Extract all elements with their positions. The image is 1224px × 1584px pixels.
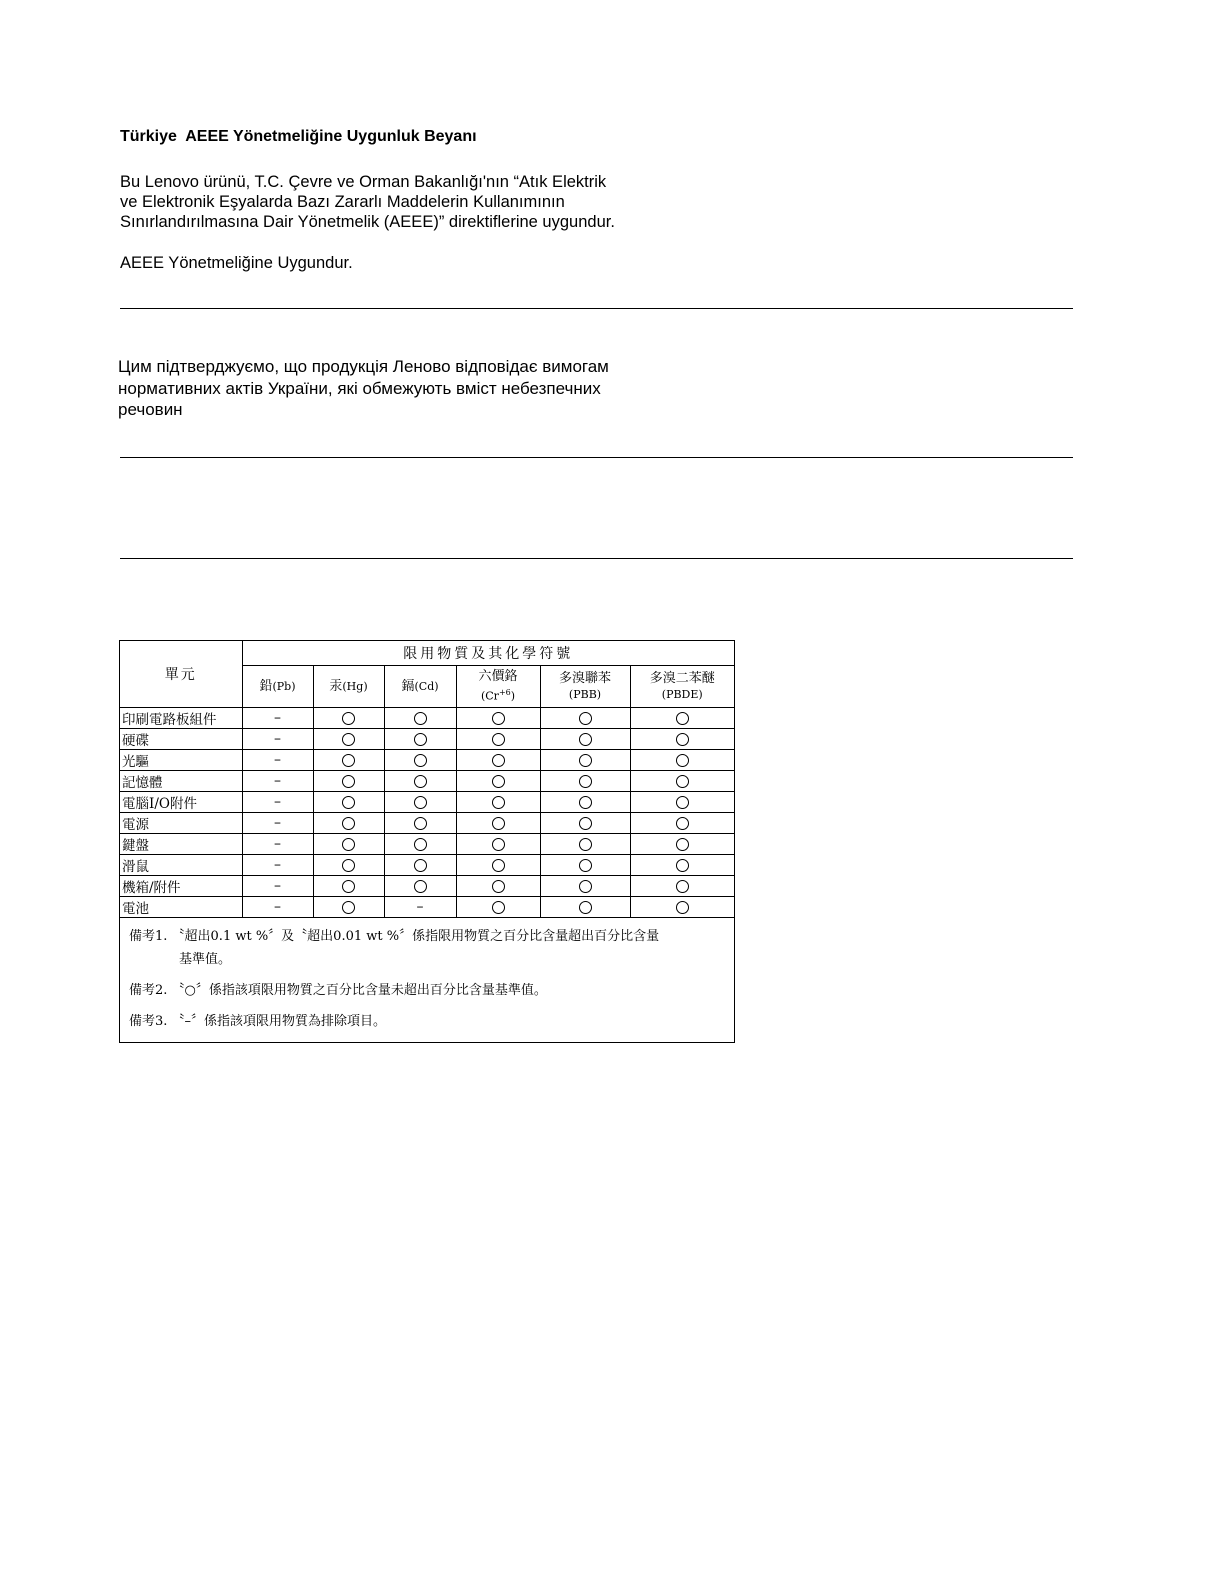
- compliant-mark: [630, 729, 734, 750]
- ukraine-declaration-line: нормативних актів України, які обмежують вміст небезпечних: [118, 378, 601, 398]
- component-name: 印刷電路板組件: [120, 708, 242, 729]
- circle-icon: [579, 817, 592, 830]
- circle-icon: [676, 880, 689, 893]
- compliant-mark: [313, 708, 384, 729]
- unit-column-header: 單元: [120, 641, 242, 708]
- compliant-mark: [384, 855, 456, 876]
- exempt-mark: [242, 876, 313, 897]
- exempt-mark: [242, 813, 313, 834]
- substance-symbol: (Pb): [272, 679, 296, 693]
- table-row: [120, 897, 734, 918]
- circle-icon: [342, 754, 355, 767]
- exempt-mark: [242, 750, 313, 771]
- compliant-mark: [384, 750, 456, 771]
- compliant-mark: [313, 792, 384, 813]
- compliant-mark: [456, 855, 540, 876]
- table-row: [120, 708, 734, 729]
- component-name: 電池: [120, 897, 242, 918]
- compliant-mark: [540, 729, 630, 750]
- circle-icon: [414, 733, 427, 746]
- note-1: 備考1. 〝超出0.1 wt %〞及〝超出0.01 wt %〞係指限用物質之百分比含量超出百分比含量: [129, 929, 660, 944]
- circle-icon: [676, 838, 689, 851]
- circle-icon: [342, 880, 355, 893]
- substances-grid: [120, 641, 734, 918]
- table-row: [120, 855, 734, 876]
- compliant-mark: [630, 855, 734, 876]
- section-divider: [120, 558, 1073, 559]
- component-name: 電腦I/O附件: [120, 792, 242, 813]
- circle-icon: [676, 859, 689, 872]
- compliant-mark: [384, 729, 456, 750]
- compliant-mark: [384, 834, 456, 855]
- substance-header-cell: [242, 666, 313, 708]
- substance-header-cell: [313, 666, 384, 708]
- section-divider: [120, 308, 1073, 309]
- circle-icon: [492, 796, 505, 809]
- dash-mark: –: [274, 752, 281, 768]
- substance-name: 多溴二苯醚: [649, 670, 715, 686]
- circle-icon: [676, 712, 689, 725]
- substance-symbol: $(Cr^{+6})$: [480, 687, 516, 703]
- compliant-mark: [313, 855, 384, 876]
- compliant-mark: [540, 792, 630, 813]
- dash-mark: –: [274, 794, 281, 810]
- compliant-mark: [313, 813, 384, 834]
- compliant-mark: [540, 897, 630, 918]
- circle-icon: [579, 733, 592, 746]
- circle-icon: [414, 838, 427, 851]
- dash-mark: –: [274, 836, 281, 852]
- circle-icon: [342, 817, 355, 830]
- compliant-mark: [456, 834, 540, 855]
- compliant-mark: [630, 708, 734, 729]
- dash-mark: –: [274, 731, 281, 747]
- turkey-conformity-statement: AEEE Yönetmeliğine Uygundur.: [120, 254, 353, 272]
- substance-name: 多溴聯苯: [558, 670, 611, 686]
- compliant-mark: [313, 897, 384, 918]
- dash-mark: –: [274, 857, 281, 873]
- restricted-substances-table: [119, 640, 735, 1043]
- substance-name: 鉛(Pb): [259, 678, 296, 694]
- substance-symbol: (PBDE): [661, 687, 703, 701]
- circle-icon: [492, 838, 505, 851]
- dash-mark: –: [416, 899, 424, 915]
- compliant-mark: [540, 876, 630, 897]
- circle-icon: [414, 754, 427, 767]
- compliant-mark: [384, 708, 456, 729]
- component-name: 硬碟: [120, 729, 242, 750]
- circle-icon: [676, 796, 689, 809]
- circle-icon: [492, 859, 505, 872]
- table-row: [120, 729, 734, 750]
- exempt-mark: [242, 834, 313, 855]
- dash-mark: –: [274, 710, 281, 726]
- table-row: [120, 876, 734, 897]
- component-name: 機箱/附件: [120, 876, 242, 897]
- circle-icon: [342, 712, 355, 725]
- substance-symbol: (Hg): [342, 679, 368, 693]
- compliant-mark: [540, 834, 630, 855]
- compliant-mark: [456, 813, 540, 834]
- circle-icon: [579, 880, 592, 893]
- compliant-mark: [456, 729, 540, 750]
- circle-icon: [342, 901, 355, 914]
- compliant-mark: [540, 813, 630, 834]
- table-row: [120, 792, 734, 813]
- dash-mark: –: [274, 773, 281, 789]
- ukraine-declaration-line: речовин: [118, 400, 183, 419]
- circle-icon: [342, 775, 355, 788]
- exempt-mark: [242, 771, 313, 792]
- exempt-mark: [242, 855, 313, 876]
- table-body: [120, 708, 734, 918]
- compliant-mark: [540, 771, 630, 792]
- component-name: 記憶體: [120, 771, 242, 792]
- exempt-mark: [242, 897, 313, 918]
- compliant-mark: [630, 750, 734, 771]
- compliant-mark: [313, 750, 384, 771]
- circle-icon: [414, 796, 427, 809]
- circle-icon: [492, 733, 505, 746]
- compliant-mark: [384, 771, 456, 792]
- component-name: 電源: [120, 813, 242, 834]
- table-row: [120, 771, 734, 792]
- exempt-mark: [242, 708, 313, 729]
- circle-icon: [414, 817, 427, 830]
- component-name: 光驅: [120, 750, 242, 771]
- compliant-mark: [456, 750, 540, 771]
- circle-icon: [414, 880, 427, 893]
- circle-icon: [676, 733, 689, 746]
- dash-mark: –: [274, 878, 281, 894]
- substance-name: 鎘(Cd): [401, 678, 439, 694]
- component-name: 鍵盤: [120, 834, 242, 855]
- compliant-mark: [540, 750, 630, 771]
- ukraine-declaration-text: [118, 356, 609, 421]
- compliant-mark: [313, 834, 384, 855]
- compliant-mark: [456, 876, 540, 897]
- compliant-mark: [313, 729, 384, 750]
- compliant-mark: [384, 792, 456, 813]
- compliant-mark: [313, 771, 384, 792]
- circle-icon: [492, 712, 505, 725]
- substance-name: 汞(Hg): [329, 678, 368, 694]
- note-1-continued: 基準值。: [179, 952, 232, 967]
- substance-symbol-superscript: +6: [498, 687, 511, 697]
- circle-icon: [676, 901, 689, 914]
- table-notes: [120, 918, 734, 1042]
- circle-icon: [492, 880, 505, 893]
- substance-header-cell: [456, 666, 540, 708]
- substance-header-cell: [540, 666, 630, 708]
- ukraine-declaration-line: Цим підтверджуємо, що продукція Леново відповідає вимогам: [118, 357, 609, 376]
- circle-icon: [579, 754, 592, 767]
- compliant-mark: [456, 792, 540, 813]
- substance-header-cell: [630, 666, 734, 708]
- circle-icon: [579, 901, 592, 914]
- table-row: [120, 834, 734, 855]
- substance-header-cell: [384, 666, 456, 708]
- note-2: 備考2. 〝○〞係指該項限用物質之百分比含量未超出百分比含量基準值。: [129, 983, 547, 998]
- circle-icon: [579, 796, 592, 809]
- compliant-mark: [630, 897, 734, 918]
- turkey-declaration-line: Sınırlandırılmasına Dair Yönetmelik (AEEE)” direktiflerine uygundur.: [120, 213, 615, 231]
- compliant-mark: [384, 813, 456, 834]
- turkey-declaration-line: Bu Lenovo ürünü, T.C. Çevre ve Orman Bakanlığı'nın “Atık Elektrik: [120, 173, 607, 191]
- note-3: 備考3. 〝–〞係指該項限用物質為排除項目。: [129, 1014, 387, 1029]
- circle-icon: [676, 775, 689, 788]
- circle-icon: [579, 775, 592, 788]
- compliant-mark: [630, 813, 734, 834]
- compliant-mark: [540, 855, 630, 876]
- circle-icon: [492, 817, 505, 830]
- exempt-mark: [384, 897, 456, 918]
- circle-icon: [342, 733, 355, 746]
- component-name: 滑鼠: [120, 855, 242, 876]
- circle-icon: [342, 859, 355, 872]
- exempt-mark: [242, 729, 313, 750]
- circle-icon: [579, 838, 592, 851]
- compliant-mark: [384, 876, 456, 897]
- compliant-mark: [630, 792, 734, 813]
- circle-icon: [492, 901, 505, 914]
- compliant-mark: [456, 708, 540, 729]
- turkey-section-title: Türkiye AEEE Yönetmeliğine Uygunluk Beyanı: [120, 128, 477, 145]
- turkey-declaration-line: ve Elektronik Eşyalarda Bazı Zararlı Maddelerin Kullanımının: [120, 193, 565, 211]
- substances-group-header: 限用物質及其化學符號: [242, 641, 734, 666]
- compliant-mark: [313, 876, 384, 897]
- turkey-declaration-text: [120, 172, 615, 232]
- circle-icon: [676, 754, 689, 767]
- section-divider: [120, 457, 1073, 458]
- substance-name: 六價鉻: [478, 668, 518, 684]
- table-row: [120, 750, 734, 771]
- circle-icon: [579, 859, 592, 872]
- compliant-mark: [540, 708, 630, 729]
- circle-icon: [414, 712, 427, 725]
- circle-icon: [579, 712, 592, 725]
- circle-icon: [342, 838, 355, 851]
- substance-symbol: (PBB): [568, 687, 602, 701]
- circle-icon: [492, 754, 505, 767]
- compliant-mark: [456, 771, 540, 792]
- circle-icon: [342, 796, 355, 809]
- compliant-mark: [630, 834, 734, 855]
- circle-icon: [414, 775, 427, 788]
- circle-icon: [492, 775, 505, 788]
- dash-mark: –: [274, 815, 281, 831]
- circle-icon: [414, 859, 427, 872]
- compliant-mark: [630, 876, 734, 897]
- compliant-mark: [630, 771, 734, 792]
- exempt-mark: [242, 792, 313, 813]
- table-row: [120, 813, 734, 834]
- circle-icon: [676, 817, 689, 830]
- dash-mark: –: [274, 899, 281, 915]
- substance-symbol: (Cd): [414, 679, 439, 693]
- compliant-mark: [456, 897, 540, 918]
